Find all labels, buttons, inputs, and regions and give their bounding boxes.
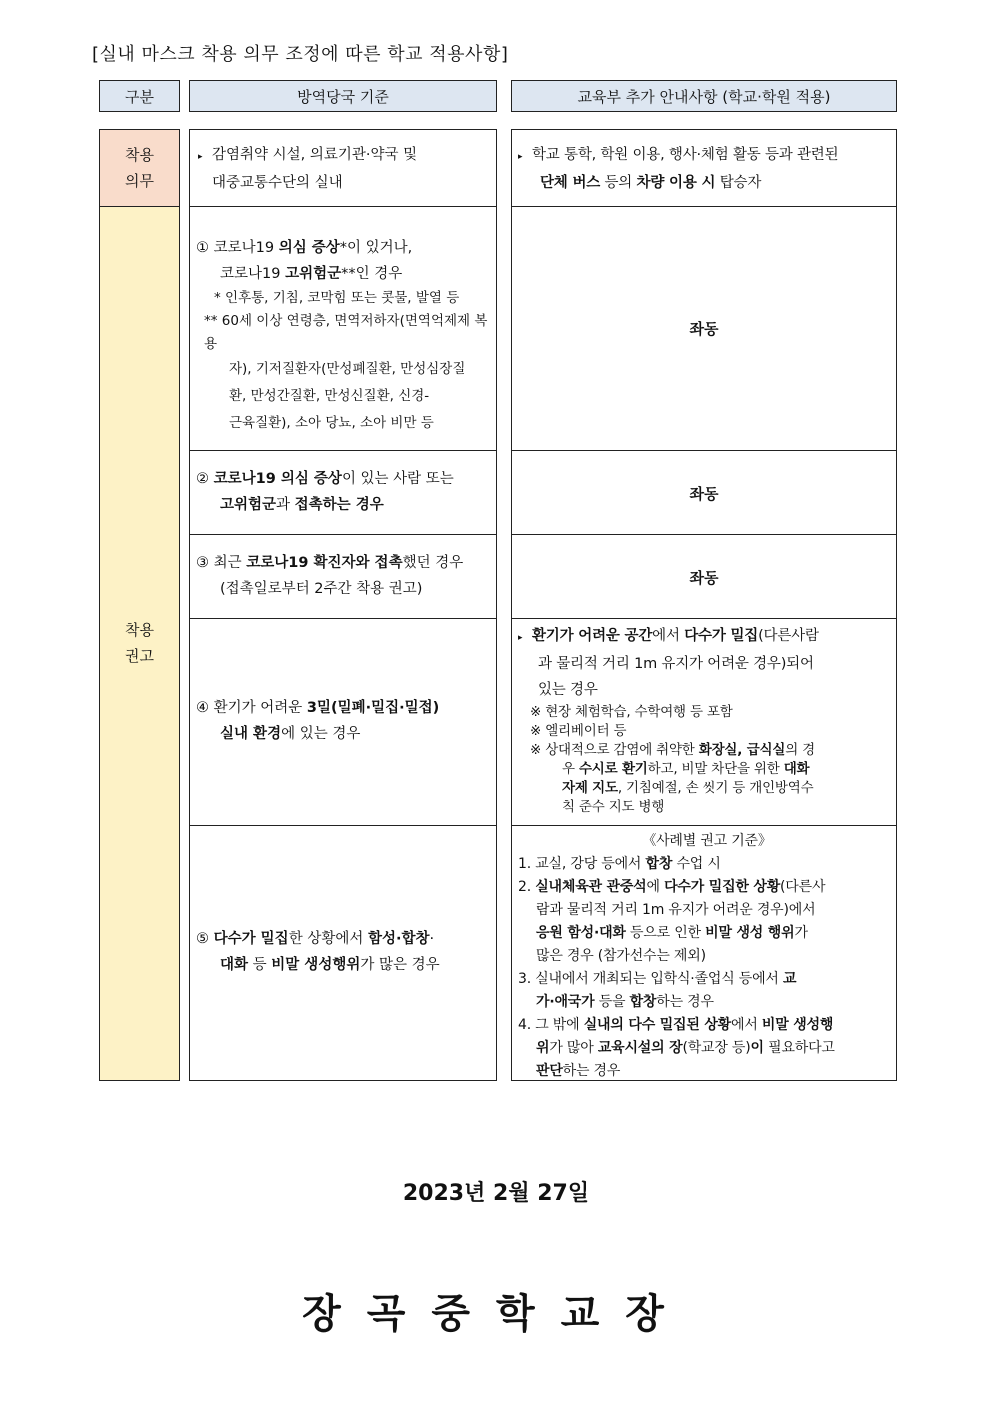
authority-column (189, 129, 497, 1081)
document-title: [실내 마스크 착용 의무 조정에 따른 학교 적용사항] (92, 44, 509, 65)
mandatory-authority: ▸ 감염취약 시설, 의료기관·약국 및 대중교통수단의 실내 (198, 147, 418, 191)
category-mandatory: 착용 의무 (125, 146, 154, 190)
rec3-authority: ③ 최근 코로나19 확진자와 접촉했던 경우 (접촉일로부터 2주간 착용 권고) (196, 555, 464, 597)
header-category: 구분 (99, 80, 180, 112)
category-column (99, 129, 180, 1081)
rec5-authority: ⑤ 다수가 밀집한 상황에서 함성·합창· 대화 등 비말 생성행위가 많은 경우 (196, 931, 440, 973)
mandatory-moe: ▸ 학교 통학, 학원 이용, 행사·체험 활동 등과 관련된 단체 버스 등의 차량 이용 시 탑승자 (518, 147, 839, 191)
rec1-moe: 좌동 (689, 320, 719, 338)
rec1-authority: ① 코로나19 의심 증상*이 있거나, 코로나19 고위험군**인 경우 * 인후통, 기침, 코막힘 또는 콧물, 발열 등 ** 60세 이상 연령층, 면역저하자(면역억제제 복용 자), 기저질환자(만성폐질환, 만성심장질 환, 만성간질환, 만성신질환, 신경- 근육질환), 소아 당뇨, 소아 비만 등 (196, 240, 488, 431)
header-moe: 교육부 추가 안내사항 (학교·학원 적용) (511, 80, 897, 112)
category-separator (100, 206, 179, 207)
moe-column (511, 129, 897, 1081)
rec4-authority: ④ 환기가 어려운 3밀(밀폐·밀집·밀접) 실내 환경에 있는 경우 (196, 700, 440, 742)
signer-name: 장곡중학교장 (302, 1291, 690, 1337)
document-date: 2023년 2월 27일 (402, 1181, 590, 1206)
header-authority: 방역당국 기준 (189, 80, 497, 112)
rec2-authority: ② 코로나19 의심 증상이 있는 사람 또는 고위험군과 접촉하는 경우 (196, 471, 454, 513)
category-recommended: 착용 권고 (125, 621, 154, 665)
rec3-moe: 좌동 (689, 569, 719, 587)
rec4-moe: ▸ 환기가 어려운 공간에서 다수가 밀집(다른사람 과 물리적 거리 1m 유지가 어려운 경우)되어 있는 경우 ※ 현장 체험학습, 수학여행 등 포함 ※ 엘리베이터 등 ※ 상대적으로 감염에 취약한 화장실, 급식실의 경 우 수시로 환기하고, 비말 차단을 위한 대화 자제 지도, 기침예절, 손 씻기 등 개인방역수 칙 준수 지도 병행 (518, 628, 819, 815)
rec2-moe: 좌동 (689, 485, 719, 503)
rec5-moe: 《사례별 권고 기준》 1. 교실, 강당 등에서 합창 수업 시 2. 실내체육관 관중석에 다수가 밀집한 상황(다른사 람과 물리적 거리 1m 유지가 어려운 경우)에서 응원 함성·대화 등으로 인한 비말 생성 행위가 많은 경우 (참가선수는 제외) 3. 실내에서 개최되는 입학식·졸업식 등에서 교 가·애국가 등을 합창하는 경우 4. 그 밖에 실내의 다수 밀집된 상황에서 비말 생성행 위가 많아 교육시설의 장(학교장 등)이 필요하다고 판단하는 경우 (518, 833, 835, 1079)
